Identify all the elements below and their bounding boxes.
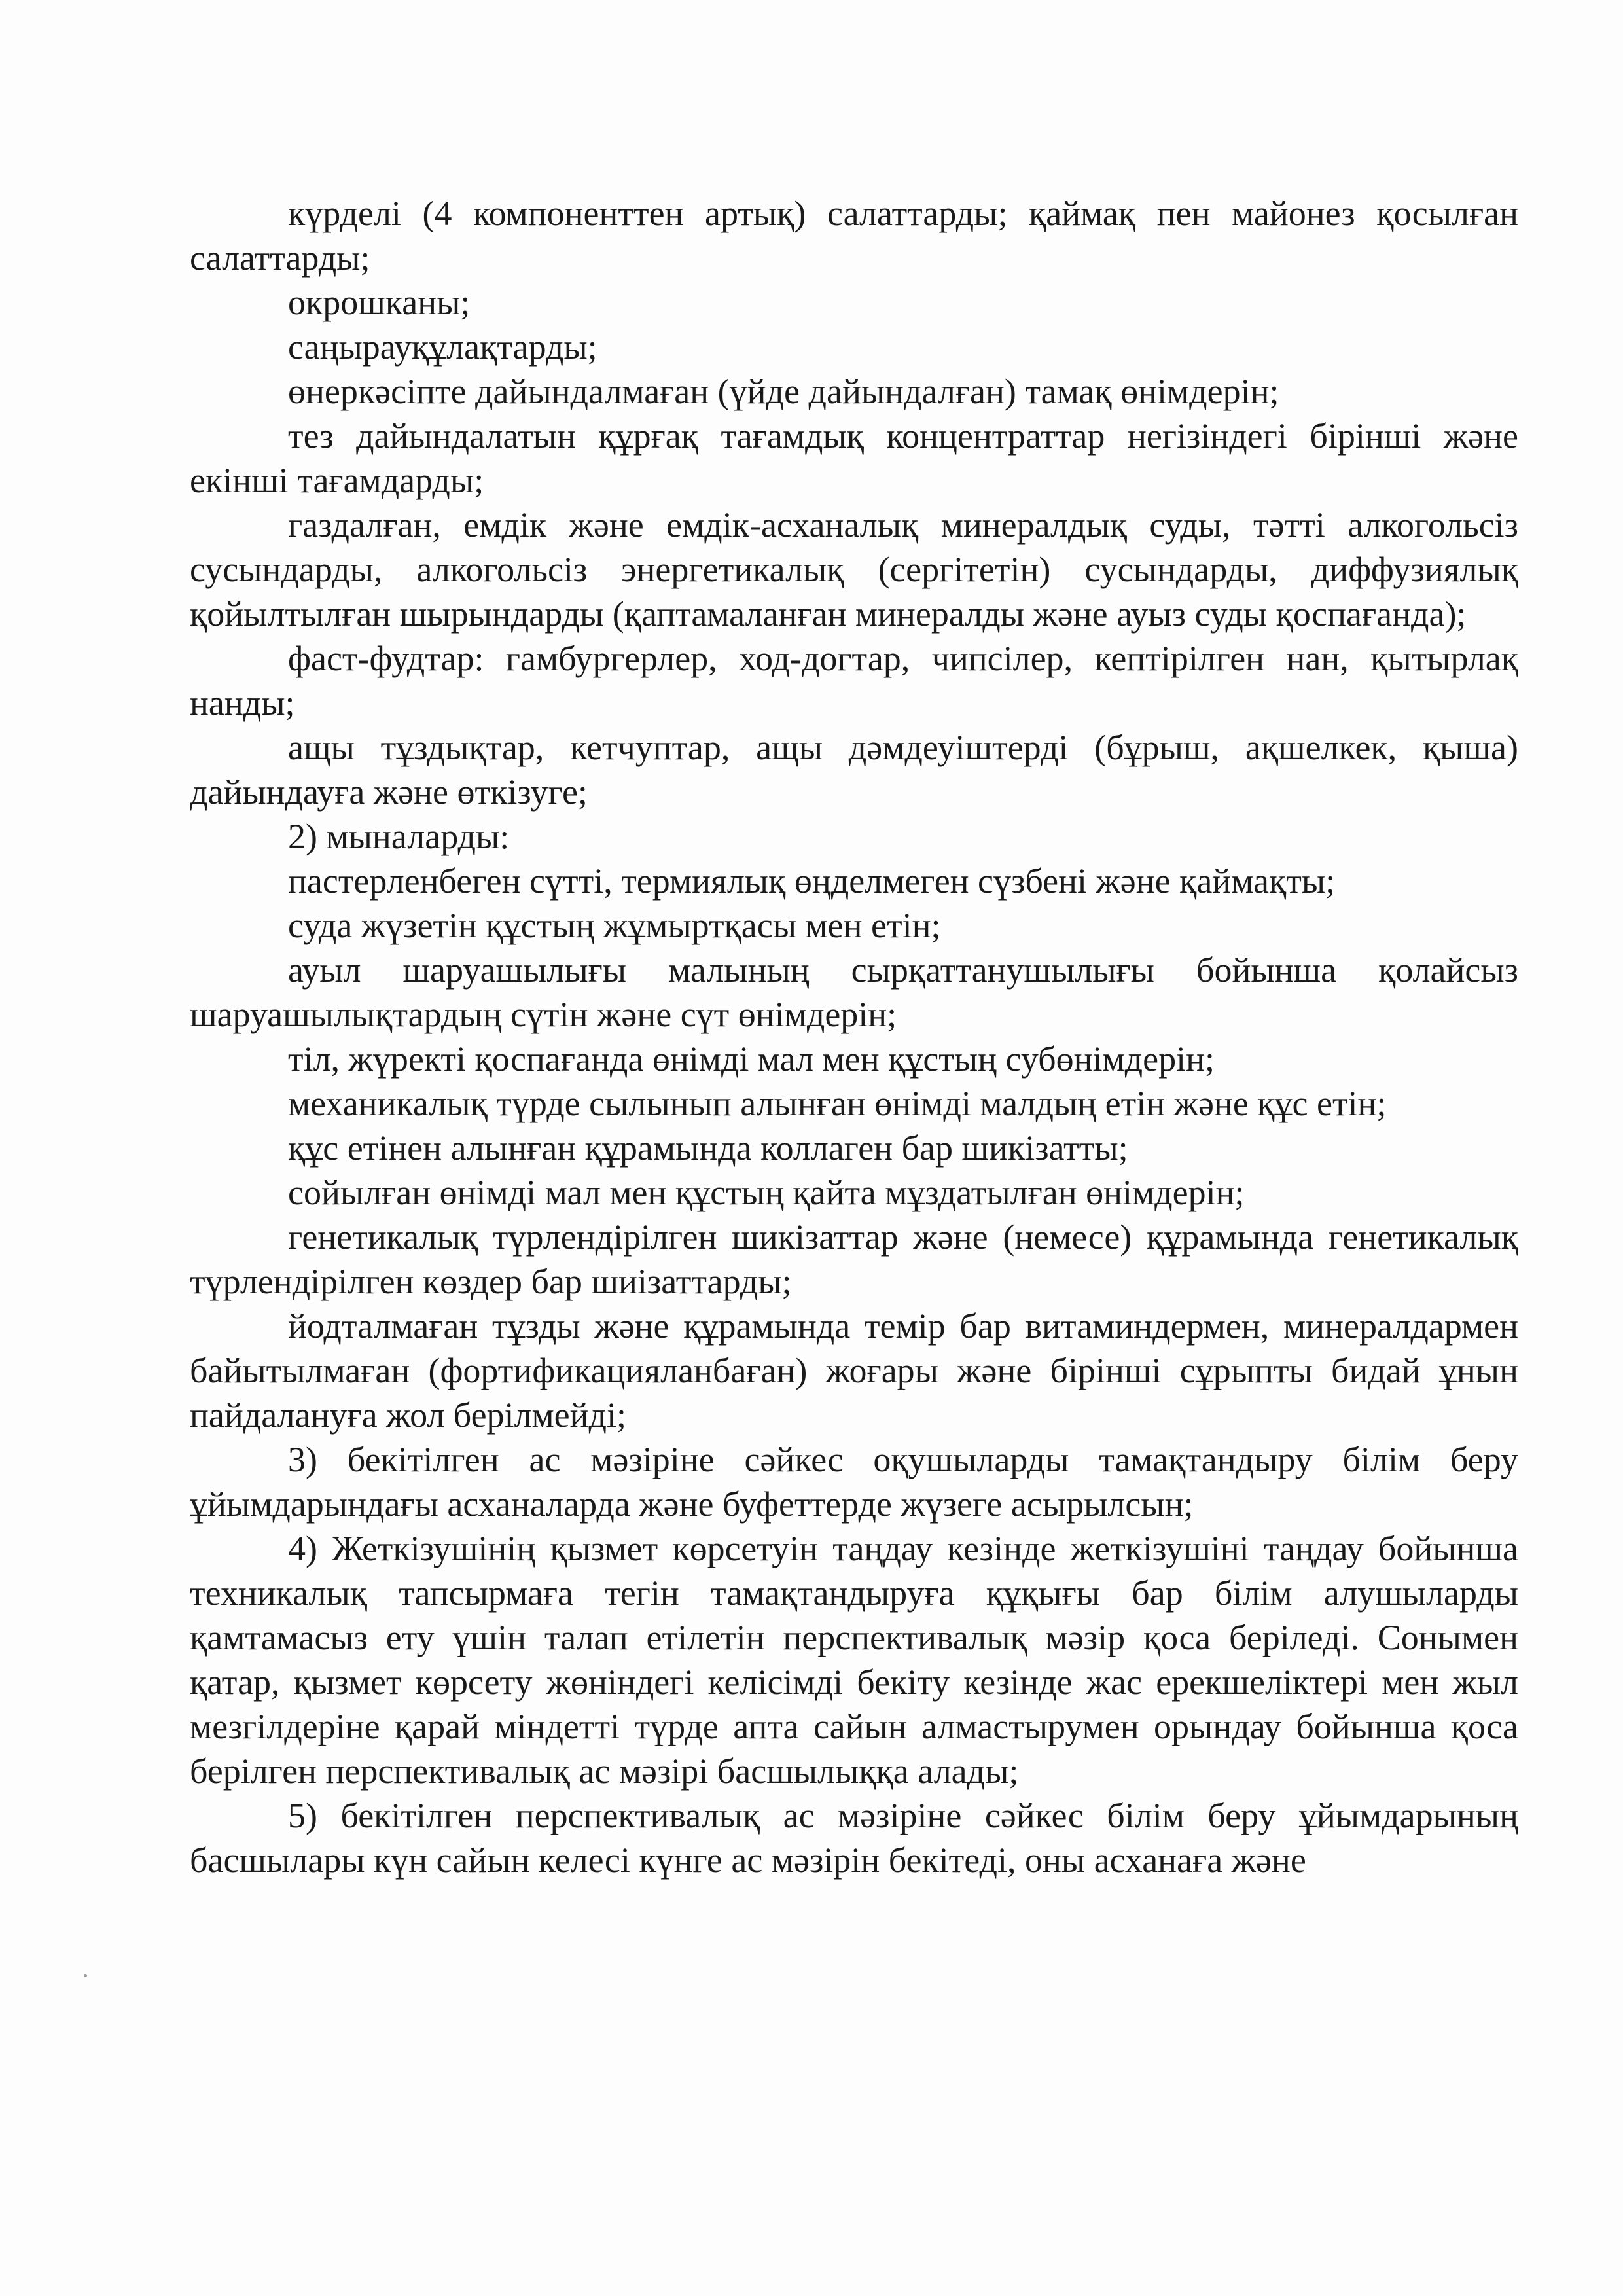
paragraph: ащы тұздықтар, кетчуптар, ащы дәмдеуіштерді (бұрыш, ақшелкек, қыша) дайындауға және өткізуге; xyxy=(190,728,1518,812)
paragraph: күрделі (4 компоненттен артық) салаттарды; қаймақ пен майонез қосылған салаттарды; xyxy=(190,194,1518,278)
paragraph: ауыл шаруашылығы малының сырқаттанушылығы бойынша қолайсыз шаруашылықтардың сүтін және сүт өнімдерін; xyxy=(190,950,1518,1034)
paragraph: суда жүзетін құстың жұмыртқасы мен етін; xyxy=(288,906,941,945)
paragraph: фаст-фудтар: гамбургерлер, ход-догтар, чипсілер, кептірілген нан, қытырлақ нанды; xyxy=(190,639,1518,723)
paragraph: 5) бекітілген перспективалық ас мәзіріне сәйкес білім беру ұйымдарының басшылары күн сайын келесі күнге ас мәзірін бекітеді, оны асханаға және xyxy=(190,1796,1518,1880)
paragraph: саңырауқұлақтарды; xyxy=(288,327,597,367)
paragraph: окрошканы; xyxy=(288,283,471,322)
paragraph: өнеркәсіпте дайындалмаған (үйде дайындалған) тамақ өнімдерін; xyxy=(288,372,1279,411)
paragraph: тез дайындалатын құрғақ тағамдық концентраттар негізіндегі бірінші және екінші тағамдарды; xyxy=(190,416,1518,500)
paragraph: йодталмаған тұзды және құрамында темір бар витаминдермен, минералдармен байытылмаған (фортификацияланбаған) жоғары және бірінші сұрыпты бидай ұнын пайдалануға жол берілмейді; xyxy=(190,1306,1518,1435)
paragraph: газдалған, емдік және емдік-асханалық минералдық суды, тәтті алкогольсіз сусындарды, алкогольсіз энергетикалық (сергітетін) сусындарды, диффузиялық қойылтылған шырындарды (қаптамаланған минералды және ауыз суды қоспағанда); xyxy=(190,505,1518,634)
paragraph: құс етінен алынған құрамында коллаген бар шикізатты; xyxy=(288,1128,1128,1168)
paragraph: 2) мыналарды: xyxy=(288,817,510,856)
paragraph: 4) Жеткізушінің қызмет көрсетуін таңдау кезінде жеткізушіні таңдау бойынша техникалық тапсырмаға тегін тамақтандыруға құқығы бар білім алушыларды қамтамасыз ету үшін талап етілетін перспективалық мәзір қоса беріледі. Сонымен қатар, қызмет көрсету жөніндегі келісімді бекіту кезінде жас ерекшеліктері мен жыл мезгілдеріне қарай міндетті түрде апта сайын алмастырумен орындау бойынша қоса берілген перспективалық ас мәзірі басшылыққа алады; xyxy=(190,1529,1518,1791)
paragraph: механикалық түрде сылынып алынған өнімді малдың етін және құс етін; xyxy=(288,1084,1387,1123)
paragraph: сойылған өнімді мал мен құстың қайта мұздатылған өнімдерін; xyxy=(288,1173,1245,1212)
scan-speck xyxy=(84,1974,87,1977)
paragraph: тіл, жүректі қоспағанда өнімді мал мен құстың субөнімдерін; xyxy=(288,1039,1215,1079)
document-body xyxy=(190,191,1518,1882)
paragraph: генетикалық түрлендірілген шикізаттар және (немесе) құрамында генетикалық түрлендірілген көздер бар шиізаттарды; xyxy=(190,1217,1518,1301)
paragraph: пастерленбеген сүтті, термиялық өңделмеген сүзбені және қаймақты; xyxy=(288,861,1336,901)
paragraph: 3) бекітілген ас мәзіріне сәйкес оқушыларды тамақтандыру білім беру ұйымдарындағы асханаларда және буфеттерде жүзеге асырылсын; xyxy=(190,1440,1518,1524)
